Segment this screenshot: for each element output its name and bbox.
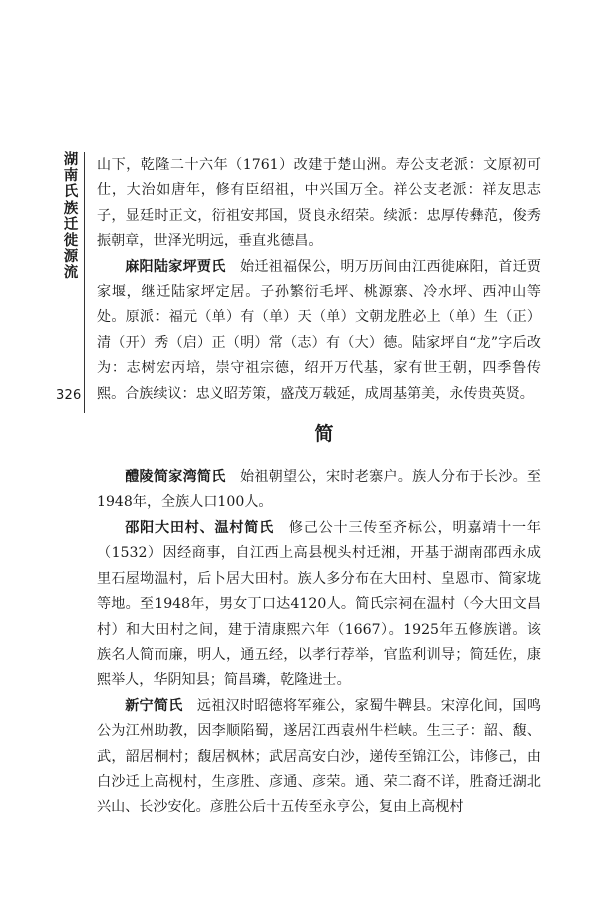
section-heading: 简 — [314, 423, 334, 446]
page-number: 326 — [56, 388, 82, 403]
running-title: 湖南氏族迁徙源流 — [63, 152, 79, 282]
paragraph-jia-clan — [97, 255, 541, 407]
paragraph-liling-jian — [97, 465, 541, 516]
paragraph-text: 山下，乾隆二十六年（1761）改建于楚山洲。寿公支老派：文原初可仕，大治如唐年，修有臣绍祖，中兴国万全。祥公支老派：祥友思志子，显廷时正文，衍祖安邦国，贤良永绍荣。续派：忠厚传彝范，俊秀振朝章，世泽光明远，垂直兆德昌。 — [97, 157, 541, 250]
paragraph-text: 始迁祖福保公，明万历间由江西徙麻阳，首迁贾家堰，继迁陆家坪定居。子孙繁衍毛坪、桃源寨、冷水坪、西冲山等处。原派：福元（单）有（单）天（单）文朝龙胜必上（单）生（正）清（开）秀（启）正（明）常（志）有（大）德。陆家坪自“龙”字后改为：志树宏丙培，崇守祖宗德，绍开万代基，家有世王朝，四季鲁传熙。合族续议：忠义昭芳策，盛茂万载延，成周基第美，永传贵英贤。 — [97, 258, 542, 402]
paragraph-text: 修己公十三传至齐标公，明嘉靖十一年（1532）因经商事，自江西上高县枧头村迁湘，开基于湖南邵西永成里石屋坳温村，后卜居大田村。族人多分布在大田村、皇恩市、简家垅等地。至1948年，男女丁口达4120人。简氏宗祠在温村（今大田文昌村）和大田村之间，建于清康熙六年（1667）。1925年五修族谱。该族名人简而廉，明人，通五经，以孝行荐举，官监利训导；简廷佐，康熙举人，华阴知县；简昌璘，乾隆进士。 — [97, 519, 542, 689]
paragraph-text: 远祖汉时昭德将军雍公，家蜀牛鞞县。宋淳化间，国鸣公为江州助教，因李顺陷蜀，遂居江西袁州牛栏峡。生三子：韶、馥、武，韶居桐村；馥居枫林；武居高安白沙，递传至锦江公，讳修己，由白沙迁上高枧村，生彦胜、彦通、彦荣。通、荣二裔不详，胜裔迁湖北兴山、长沙安化。彦胜公后十五传至永亨公，复由上高枧村 — [97, 697, 541, 816]
body-text — [97, 153, 541, 821]
paragraph-continued — [97, 153, 541, 255]
clan-name: 醴陵简家湾简氏 — [125, 469, 226, 486]
clan-name: 邵阳大田村、温村简氏 — [125, 519, 274, 536]
running-title-rule — [84, 152, 85, 413]
paragraph-xinning-jian — [97, 694, 541, 821]
paragraph-text: 始祖朝望公，宋时老寨户。族人分布于长沙。至1948年，全族人口100人。 — [97, 469, 542, 511]
clan-name: 新宁简氏 — [125, 697, 183, 714]
clan-name: 麻阳陆家坪贾氏 — [125, 258, 226, 275]
paragraph-shaoyang-jian — [97, 516, 541, 694]
